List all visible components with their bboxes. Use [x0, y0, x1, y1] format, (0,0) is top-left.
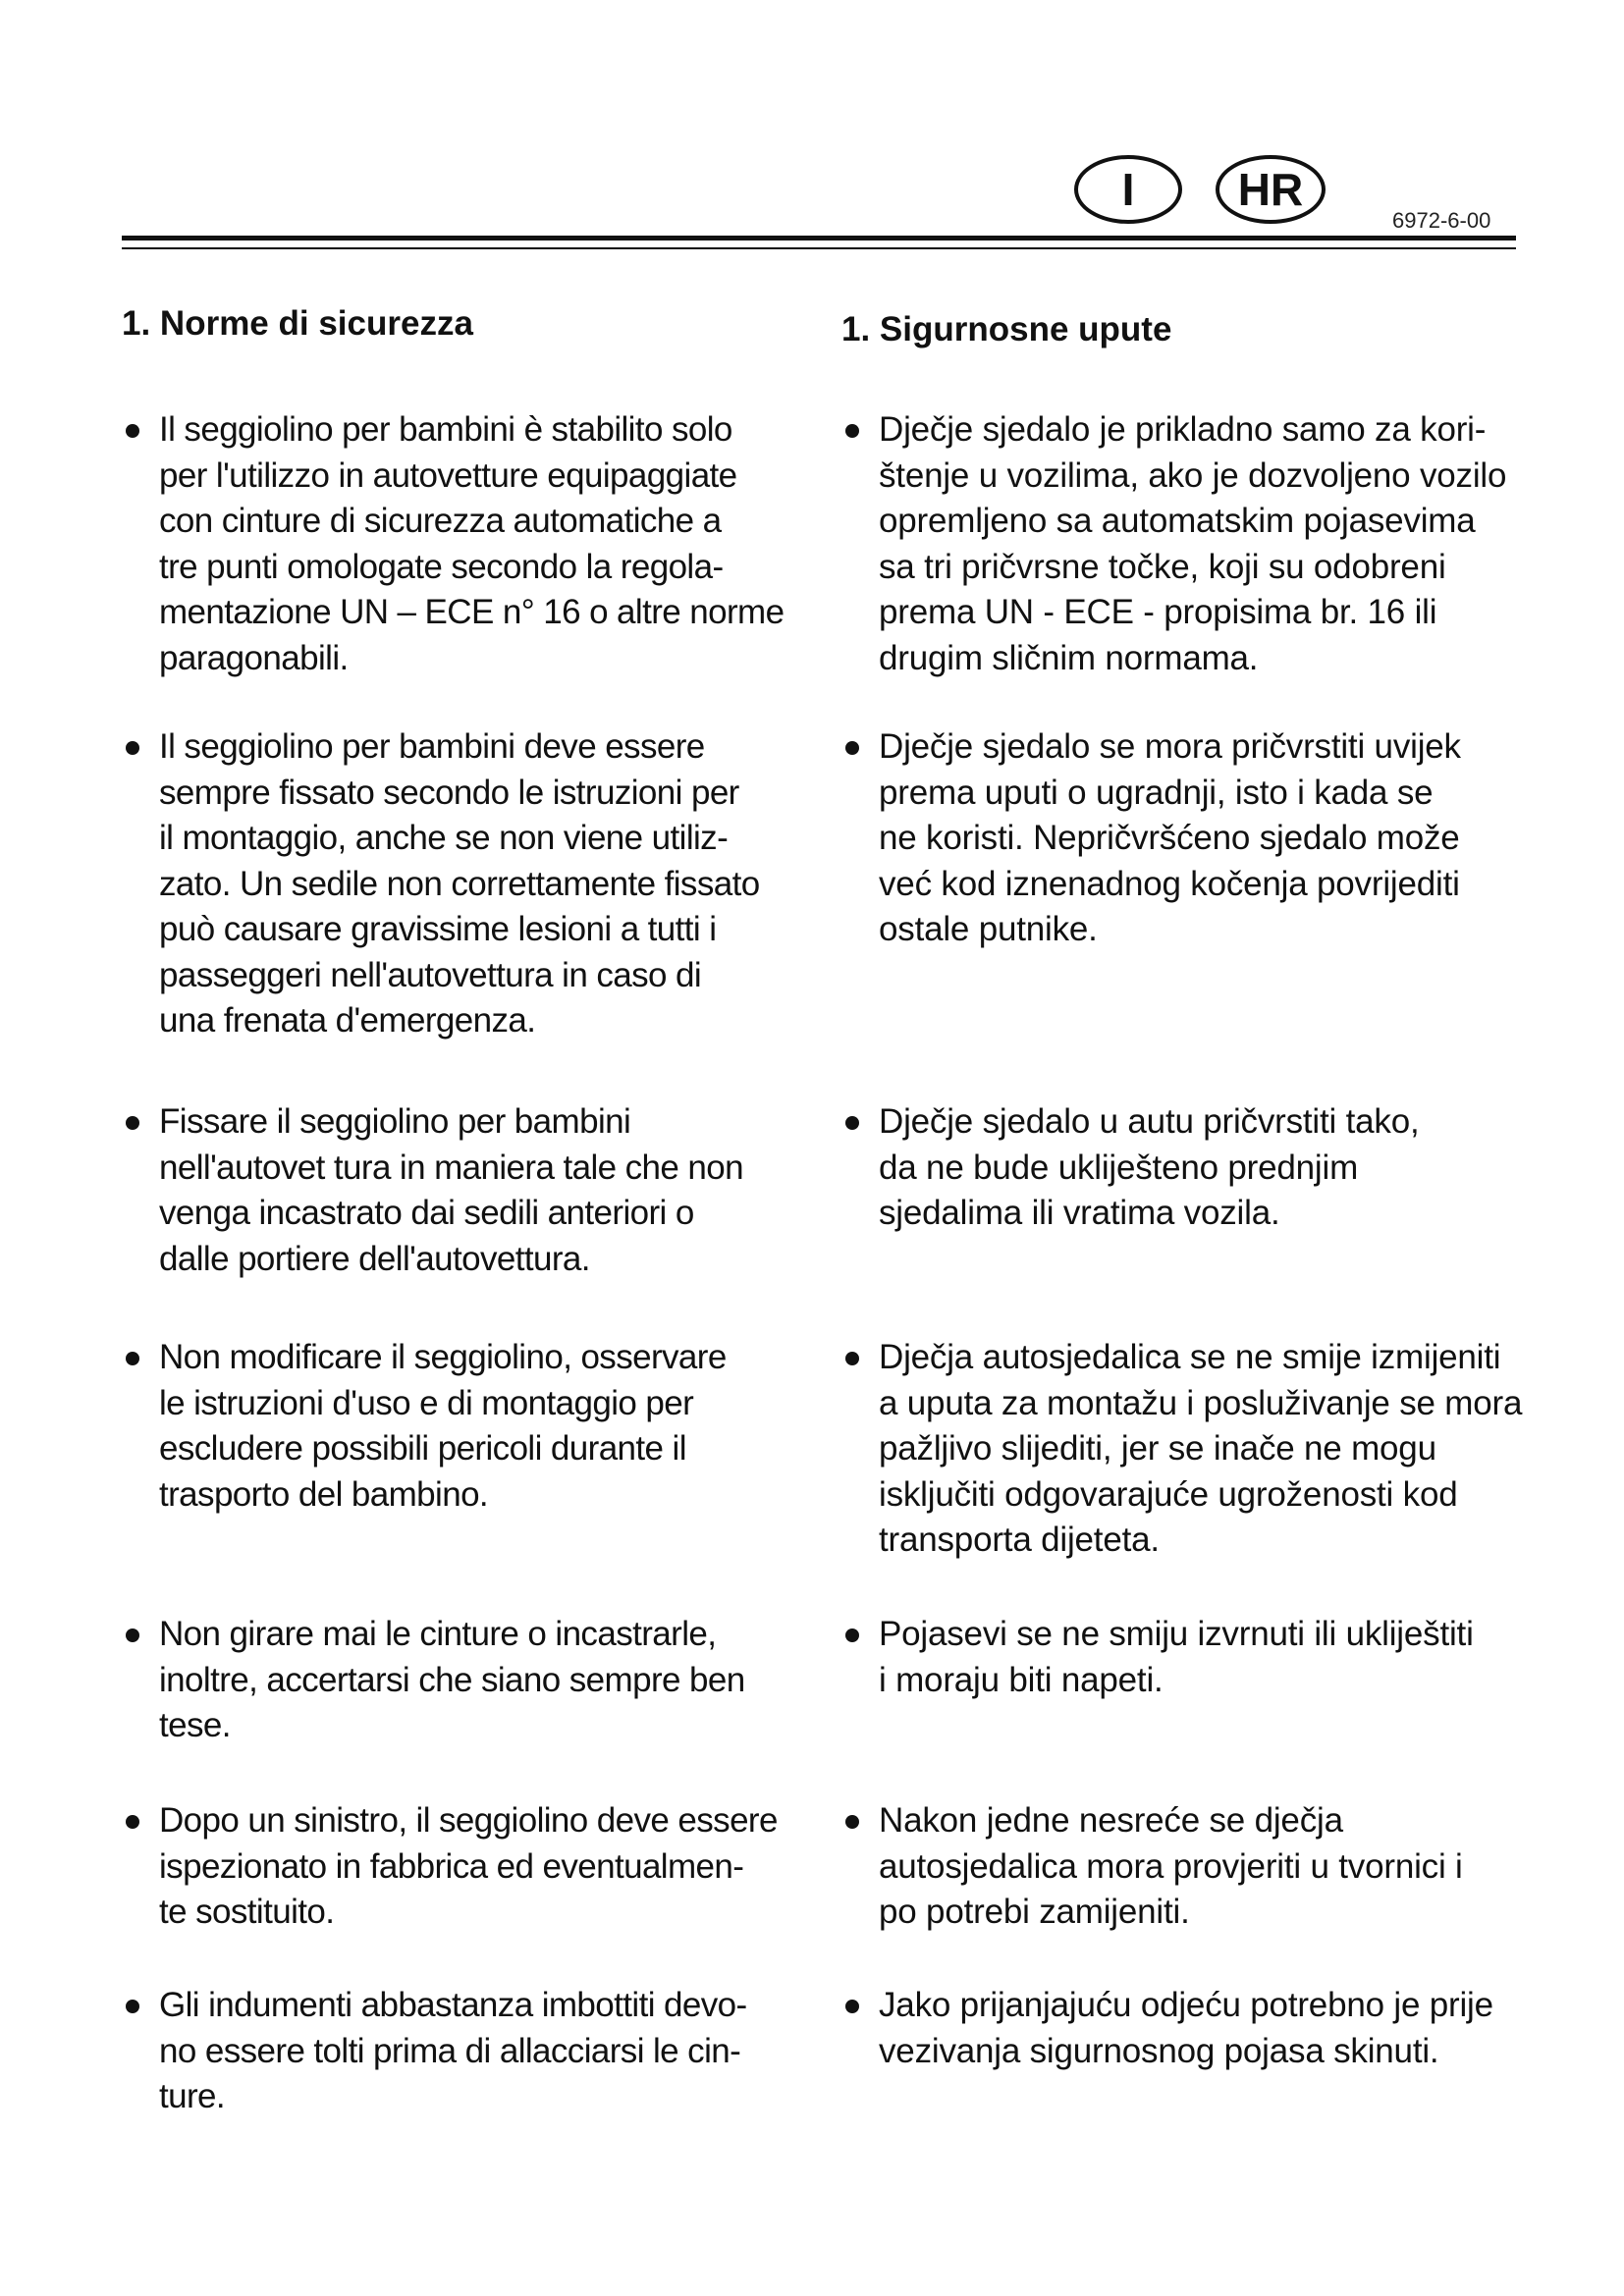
section-title-italian: 1. Norme di sicurezza — [122, 304, 473, 343]
item-text: Nakon jedne nesreće se dječja autosjedalica mora provjeriti u tvornici i po potrebi zamijeniti. — [879, 1801, 1463, 1931]
section-title-croatian: 1. Sigurnosne upute — [841, 310, 1172, 348]
list-item — [841, 724, 1529, 953]
item-text: Dječje sjedalo se mora pričvrstiti uvijek prema uputi o ugradnji, isto i kada se ne koristi. Nepričvršćeno sjedalo može već kod iznenadnog kočenja povrijediti ostale putnike. — [879, 727, 1461, 948]
item-text: Dječje sjedalo je prikladno samo za kori- štenje u vozilima, ako je dozvoljeno vozilo opremljeno sa automatskim pojasevima sa tri pričvrsne točke, koji su odobreni prema UN - ECE - propisima br. 16 ili drugim sličnim normama. — [879, 410, 1507, 677]
list-item — [122, 1612, 799, 1749]
list-item — [122, 1798, 799, 1936]
bullet-icon — [845, 2000, 859, 2013]
item-text: Dopo un sinistro, il seggiolino deve essere ispezionato in fabbrica ed eventualmen- te sostituito. — [159, 1801, 778, 1931]
bullet-icon — [845, 1352, 859, 1365]
document-code: 6972-6-00 — [1392, 208, 1491, 233]
bullet-icon — [126, 1352, 139, 1365]
bullet-icon — [126, 741, 139, 755]
item-text: Dječje sjedalo u autu pričvrstiti tako, da ne bude ukliješteno prednjim sjedalima ili vratima vozila. — [879, 1102, 1420, 1232]
bullet-icon — [845, 424, 859, 438]
bullet-icon — [845, 741, 859, 755]
item-text: Non modificare il seggiolino, osservare le istruzioni d'uso e di montaggio per escludere possibili pericoli durante il trasporto del bambino. — [159, 1338, 727, 1514]
language-badge-croatian: HR — [1216, 155, 1326, 224]
list-item — [122, 1099, 799, 1282]
bullet-icon — [126, 1815, 139, 1829]
item-text: Fissare il seggiolino per bambini nell'autovet tura in maniera tale che non venga incastrato dai sedili anteriori o dalle portiere dell'autovettura. — [159, 1102, 743, 1278]
list-item — [841, 407, 1529, 681]
page-header — [0, 0, 1624, 265]
bullet-icon — [845, 1116, 859, 1130]
list-item — [841, 1612, 1529, 1703]
item-text: Dječja autosjedalica se ne smije izmijeniti a uputa za montažu i posluživanje se mora pažljivo slijediti, jer se inače ne mogu isključiti odgovarajuće ugroženosti kod transporta dijeteta. — [879, 1338, 1523, 1559]
bullet-icon — [845, 1629, 859, 1642]
list-item — [841, 1335, 1529, 1564]
list-item — [122, 1983, 799, 2120]
item-text: Il seggiolino per bambini deve essere sempre fissato secondo le istruzioni per il montaggio, anche se non viene utiliz- zato. Un sedile non correttamente fissato può causare gravissime lesioni a tutti i passeggeri nell'autovettura in caso di una frenata d'emergenza. — [159, 727, 760, 1040]
bullet-icon — [126, 2000, 139, 2013]
bullet-icon — [845, 1815, 859, 1829]
header-divider-thin — [122, 247, 1516, 249]
item-text: Pojasevi se ne smiju izvrnuti ili ukliještiti i moraju biti napeti. — [879, 1615, 1474, 1699]
bullet-icon — [126, 424, 139, 438]
language-badge-italian: I — [1074, 155, 1182, 224]
bullet-icon — [126, 1629, 139, 1642]
item-text: Jako prijanjajuću odjeću potrebno je prije vezivanja sigurnosnog pojasa skinuti. — [879, 1986, 1493, 2070]
bullet-icon — [126, 1116, 139, 1130]
list-item — [841, 1798, 1529, 1936]
list-item — [122, 724, 799, 1044]
list-item — [841, 1983, 1529, 2074]
item-text: Non girare mai le cinture o incastrarle, inoltre, accertarsi che siano sempre ben tese. — [159, 1615, 745, 1744]
header-divider-thick — [122, 236, 1516, 240]
list-item — [841, 1099, 1529, 1237]
item-text: Gli indumenti abbastanza imbottiti devo- no essere tolti prima di allacciarsi le cin- ture. — [159, 1986, 747, 2115]
item-text: Il seggiolino per bambini è stabilito solo per l'utilizzo in autovetture equipaggiate con cinture di sicurezza automatiche a tre punti omologate secondo la regola- mentazione UN – ECE n° 16 o altre norme paragonabili. — [159, 410, 785, 677]
list-item — [122, 1335, 799, 1518]
list-item — [122, 407, 799, 681]
